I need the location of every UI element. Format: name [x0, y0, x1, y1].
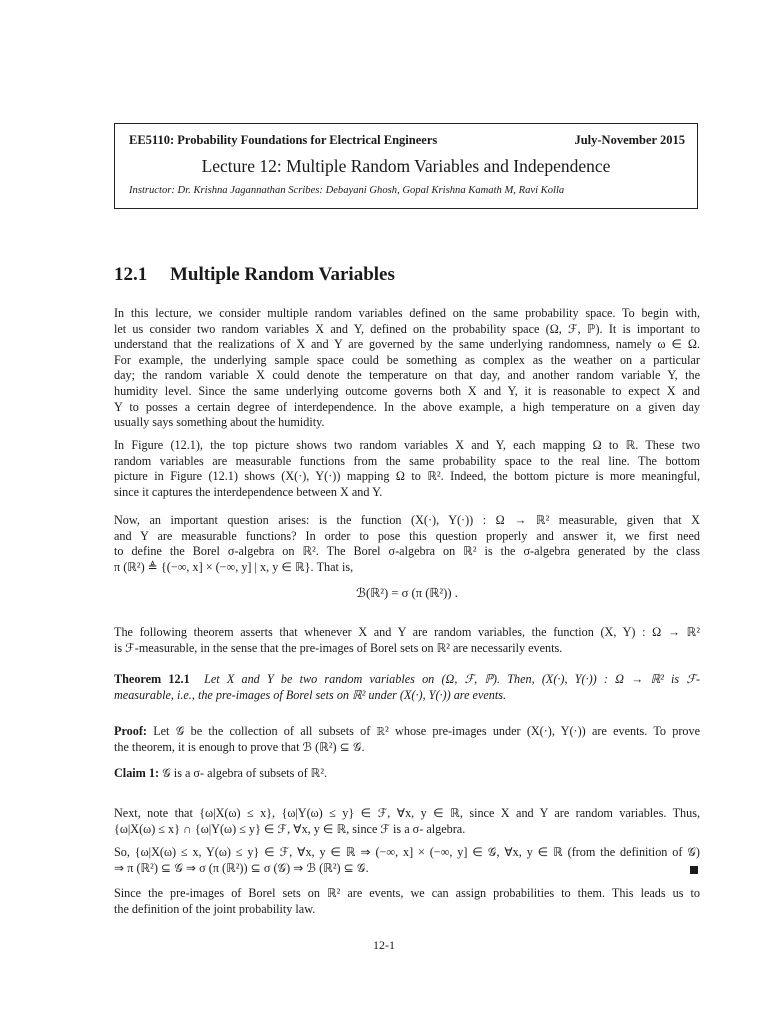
text-line: let us consider two random variables X and Y, defined on the probability space (Ω, ℱ, ℙ). It is important to — [114, 321, 700, 336]
text-line: Since the pre-images of Borel sets on ℝ² are events, we can assign probabilities to them. This leads us to — [114, 886, 700, 900]
text-line: So, {ω|X(ω) ≤ x, Y(ω) ≤ y} ∈ ℱ, ∀x, y ∈ ℝ ⇒ (−∞, x] × (−∞, y] ∈ 𝒢, ∀x, y ∈ ℝ (from the definition of 𝒢) — [114, 845, 700, 859]
text-line: picture in Figure (12.1) shows (X(·), Y(·)) mapping Ω to ℝ². Indeed, the bottom picture is more meaningful, — [114, 469, 700, 484]
course-title: EE5110: Probability Foundations for Electrical Engineers — [129, 133, 438, 147]
qed-square-icon — [690, 866, 698, 874]
lecture-title: Lecture 12: Multiple Random Variables and Independence — [201, 156, 611, 176]
proof-block — [114, 724, 700, 755]
text-line: day; the random variable X could denote the temperature on that day, and another random variable Y, the — [114, 368, 700, 383]
text-line: π (ℝ²) ≜ {(−∞, x] × (−∞, y] | x, y ∈ ℝ}. That is, — [114, 559, 354, 574]
theorem-text: Let X and Y be two random variables on (Ω, ℱ, ℙ). Then, (X(·), Y(·)) : Ω → ℝ² is ℱ- — [204, 672, 701, 686]
text-line: ⇒ π (ℝ²) ⊆ 𝒢 ⇒ σ (π (ℝ²)) ⊆ σ (𝒢) ⇒ ℬ (ℝ²) ⊆ 𝒢. — [114, 860, 369, 875]
term: July-November 2015 — [574, 133, 685, 147]
text-line: humidity level. Since the same underlying outcome governs both X and Y, it is reasonable to expect X and — [114, 383, 700, 398]
text-line: to define the Borel σ-algebra on ℝ². The Borel σ-algebra on ℝ² is the σ-algebra generated by the class — [114, 544, 700, 559]
paragraph-question — [114, 513, 700, 575]
proof-label: Proof: — [114, 724, 147, 738]
text-line: Next, note that {ω|X(ω) ≤ x}, {ω|Y(ω) ≤ y} ∈ ℱ, ∀x, y ∈ ℝ, since X and Y are random variables. Thus, — [114, 806, 700, 820]
claim-line — [114, 766, 700, 782]
text-line: The following theorem asserts that whenever X and Y are random variables, the function (X, Y) : Ω → ℝ² — [114, 625, 700, 639]
page-number: 12-1 — [373, 938, 395, 952]
proof-line — [114, 724, 700, 740]
lecture-header-box — [114, 123, 698, 209]
text-line: In this lecture, we consider multiple random variables defined on the same probability space. To begin with, — [114, 306, 700, 320]
section-title: Multiple Random Variables — [170, 264, 395, 285]
claim-block — [114, 766, 700, 782]
text-line: In Figure (12.1), the top picture shows two random variables X and Y, each mapping Ω to ℝ. These two — [114, 438, 700, 452]
equation-borel: ℬ(ℝ²) = σ (π (ℝ²)) . — [356, 586, 458, 600]
text-line: For example, the underlying sample space could be something as complex as the weather on a particular — [114, 352, 700, 367]
paragraph-next — [114, 806, 700, 837]
text-line: understand that the realizations of X and Y are governed by the same underlying randomness, namely ω ∈ Ω. — [114, 337, 700, 352]
text-line: {ω|X(ω) ≤ x} ∩ {ω|Y(ω) ≤ y} ∈ ℱ, ∀x, y ∈ ℝ, since ℱ is a σ- algebra. — [114, 821, 466, 836]
theorem-line: measurable, i.e., the pre-images of Borel sets on ℝ² under (X(·), Y(·)) are events. — [114, 687, 507, 702]
header-top-row — [129, 133, 685, 148]
text-line: random variables are measurable functions from the same probability space to the real line. The bottom — [114, 453, 700, 468]
claim-label: Claim 1: — [114, 766, 160, 780]
text-line: since it captures the interdependence between X and Y. — [114, 484, 383, 499]
paragraph-since — [114, 886, 700, 917]
paragraph-intro — [114, 306, 700, 431]
text-line: usually says something about the humidity. — [114, 415, 325, 430]
text-line: Now, an important question arises: is the function (X(·), Y(·)) : Ω → ℝ² measurable, given that X — [114, 513, 700, 527]
text-line: and Y are measurable functions? In order to pose this question properly and answer it, we first need — [114, 528, 700, 543]
theorem-block — [114, 672, 700, 703]
theorem-line — [114, 672, 700, 688]
paragraph-theorem-intro — [114, 625, 700, 656]
proof-text: Let 𝒢 be the collection of all subsets of ℝ² whose pre-images under (X(·), Y(·)) are events. To prove — [153, 724, 701, 738]
paragraph-figure — [114, 438, 700, 500]
text-line: the definition of the joint probability law. — [114, 901, 316, 916]
paragraph-so — [114, 845, 700, 876]
lecture-credits: Instructor: Dr. Krishna Jagannathan Scribes: Debayani Ghosh, Gopal Krishna Kamath M, Ravi Kolla — [129, 185, 565, 196]
theorem-label: Theorem 12.1 — [114, 672, 190, 686]
section-number: 12.1 — [114, 264, 148, 285]
claim-text: 𝒢 is a σ- algebra of subsets of ℝ². — [162, 766, 328, 780]
text-line: is ℱ-measurable, in the sense that the pre-images of Borel sets on ℝ² are necessarily events. — [114, 640, 563, 655]
section-heading — [114, 264, 395, 286]
text-line: Y to posses a certain degree of interdependence. In the above example, a high temperature on a given day — [114, 399, 700, 414]
proof-line: the theorem, it is enough to prove that ℬ (ℝ²) ⊆ 𝒢. — [114, 739, 365, 754]
